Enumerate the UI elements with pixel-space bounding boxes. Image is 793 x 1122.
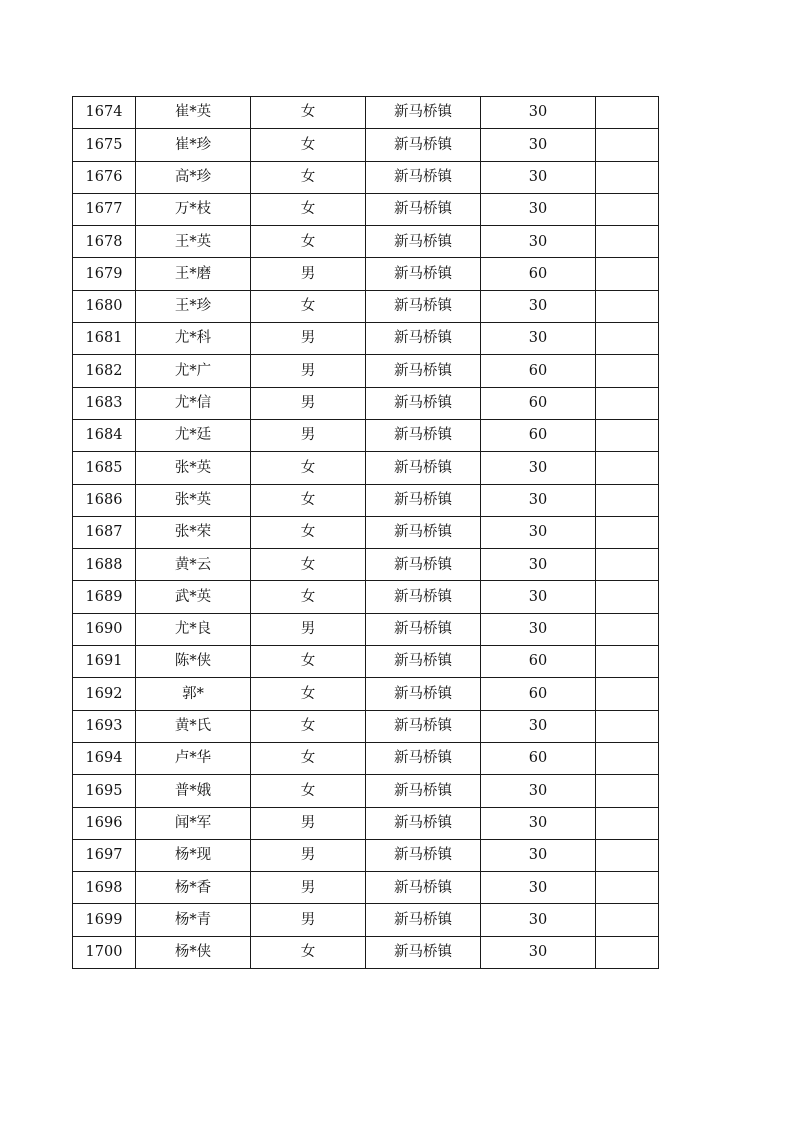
- gender-cell: 女: [251, 484, 366, 516]
- town-cell: 新马桥镇: [366, 549, 481, 581]
- amount-cell: 60: [481, 646, 596, 678]
- name-cell: 陈*侠: [136, 646, 251, 678]
- table-row: [73, 516, 659, 548]
- subsidy-roster-table: [72, 96, 659, 969]
- town-cell: 新马桥镇: [366, 387, 481, 419]
- row-number-cell: 1698: [73, 872, 136, 904]
- row-number-cell: 1674: [73, 97, 136, 129]
- amount-cell: 60: [481, 258, 596, 290]
- name-cell: 张*荣: [136, 516, 251, 548]
- row-number-cell: 1695: [73, 775, 136, 807]
- gender-cell: 男: [251, 419, 366, 451]
- town-cell: 新马桥镇: [366, 129, 481, 161]
- amount-cell: 60: [481, 742, 596, 774]
- gender-cell: 女: [251, 581, 366, 613]
- gender-cell: 女: [251, 678, 366, 710]
- gender-cell: 女: [251, 161, 366, 193]
- table-row: [73, 678, 659, 710]
- note-cell: [596, 839, 659, 871]
- row-number-cell: 1690: [73, 613, 136, 645]
- note-cell: [596, 516, 659, 548]
- town-cell: 新马桥镇: [366, 936, 481, 968]
- amount-cell: 30: [481, 323, 596, 355]
- name-cell: 尤*广: [136, 355, 251, 387]
- gender-cell: 男: [251, 258, 366, 290]
- town-cell: 新马桥镇: [366, 355, 481, 387]
- table-row: [73, 742, 659, 774]
- note-cell: [596, 678, 659, 710]
- gender-cell: 女: [251, 742, 366, 774]
- amount-cell: 30: [481, 904, 596, 936]
- amount-cell: 30: [481, 193, 596, 225]
- note-cell: [596, 258, 659, 290]
- name-cell: 普*娥: [136, 775, 251, 807]
- gender-cell: 女: [251, 290, 366, 322]
- table-row: [73, 839, 659, 871]
- amount-cell: 30: [481, 549, 596, 581]
- row-number-cell: 1693: [73, 710, 136, 742]
- town-cell: 新马桥镇: [366, 226, 481, 258]
- amount-cell: 30: [481, 613, 596, 645]
- town-cell: 新马桥镇: [366, 807, 481, 839]
- note-cell: [596, 775, 659, 807]
- name-cell: 黄*氏: [136, 710, 251, 742]
- name-cell: 王*珍: [136, 290, 251, 322]
- town-cell: 新马桥镇: [366, 646, 481, 678]
- town-cell: 新马桥镇: [366, 678, 481, 710]
- gender-cell: 男: [251, 807, 366, 839]
- note-cell: [596, 226, 659, 258]
- town-cell: 新马桥镇: [366, 775, 481, 807]
- town-cell: 新马桥镇: [366, 323, 481, 355]
- amount-cell: 30: [481, 452, 596, 484]
- note-cell: [596, 936, 659, 968]
- name-cell: 杨*香: [136, 872, 251, 904]
- table-row: [73, 872, 659, 904]
- amount-cell: 60: [481, 419, 596, 451]
- gender-cell: 男: [251, 839, 366, 871]
- note-cell: [596, 452, 659, 484]
- row-number-cell: 1688: [73, 549, 136, 581]
- amount-cell: 30: [481, 872, 596, 904]
- row-number-cell: 1675: [73, 129, 136, 161]
- name-cell: 万*枝: [136, 193, 251, 225]
- row-number-cell: 1689: [73, 581, 136, 613]
- table-row: [73, 97, 659, 129]
- note-cell: [596, 872, 659, 904]
- note-cell: [596, 323, 659, 355]
- amount-cell: 30: [481, 581, 596, 613]
- note-cell: [596, 742, 659, 774]
- gender-cell: 女: [251, 226, 366, 258]
- town-cell: 新马桥镇: [366, 742, 481, 774]
- note-cell: [596, 387, 659, 419]
- name-cell: 黄*云: [136, 549, 251, 581]
- table-row: [73, 710, 659, 742]
- amount-cell: 30: [481, 807, 596, 839]
- name-cell: 杨*青: [136, 904, 251, 936]
- amount-cell: 30: [481, 290, 596, 322]
- gender-cell: 男: [251, 872, 366, 904]
- name-cell: 闻*军: [136, 807, 251, 839]
- amount-cell: 60: [481, 678, 596, 710]
- note-cell: [596, 646, 659, 678]
- table-row: [73, 129, 659, 161]
- row-number-cell: 1696: [73, 807, 136, 839]
- town-cell: 新马桥镇: [366, 258, 481, 290]
- town-cell: 新马桥镇: [366, 419, 481, 451]
- gender-cell: 女: [251, 710, 366, 742]
- row-number-cell: 1692: [73, 678, 136, 710]
- note-cell: [596, 710, 659, 742]
- note-cell: [596, 290, 659, 322]
- gender-cell: 女: [251, 129, 366, 161]
- table-row: [73, 161, 659, 193]
- amount-cell: 30: [481, 775, 596, 807]
- name-cell: 尤*信: [136, 387, 251, 419]
- table-row: [73, 258, 659, 290]
- row-number-cell: 1687: [73, 516, 136, 548]
- row-number-cell: 1681: [73, 323, 136, 355]
- note-cell: [596, 419, 659, 451]
- name-cell: 张*英: [136, 452, 251, 484]
- table-row: [73, 646, 659, 678]
- amount-cell: 30: [481, 839, 596, 871]
- table-row: [73, 290, 659, 322]
- gender-cell: 男: [251, 904, 366, 936]
- town-cell: 新马桥镇: [366, 484, 481, 516]
- town-cell: 新马桥镇: [366, 904, 481, 936]
- row-number-cell: 1680: [73, 290, 136, 322]
- amount-cell: 30: [481, 710, 596, 742]
- gender-cell: 女: [251, 97, 366, 129]
- table-row: [73, 355, 659, 387]
- table-row: [73, 549, 659, 581]
- gender-cell: 男: [251, 613, 366, 645]
- row-number-cell: 1678: [73, 226, 136, 258]
- row-number-cell: 1682: [73, 355, 136, 387]
- name-cell: 武*英: [136, 581, 251, 613]
- name-cell: 尤*良: [136, 613, 251, 645]
- town-cell: 新马桥镇: [366, 97, 481, 129]
- amount-cell: 60: [481, 387, 596, 419]
- gender-cell: 女: [251, 646, 366, 678]
- table-row: [73, 193, 659, 225]
- name-cell: 崔*珍: [136, 129, 251, 161]
- gender-cell: 女: [251, 549, 366, 581]
- town-cell: 新马桥镇: [366, 161, 481, 193]
- table-row: [73, 226, 659, 258]
- amount-cell: 60: [481, 355, 596, 387]
- gender-cell: 女: [251, 516, 366, 548]
- name-cell: 张*英: [136, 484, 251, 516]
- row-number-cell: 1686: [73, 484, 136, 516]
- row-number-cell: 1684: [73, 419, 136, 451]
- gender-cell: 男: [251, 387, 366, 419]
- town-cell: 新马桥镇: [366, 710, 481, 742]
- note-cell: [596, 97, 659, 129]
- roster-body: [73, 97, 659, 969]
- table-row: [73, 581, 659, 613]
- gender-cell: 女: [251, 775, 366, 807]
- note-cell: [596, 129, 659, 161]
- name-cell: 高*珍: [136, 161, 251, 193]
- amount-cell: 30: [481, 936, 596, 968]
- row-number-cell: 1697: [73, 839, 136, 871]
- row-number-cell: 1699: [73, 904, 136, 936]
- row-number-cell: 1683: [73, 387, 136, 419]
- name-cell: 杨*侠: [136, 936, 251, 968]
- name-cell: 卢*华: [136, 742, 251, 774]
- row-number-cell: 1676: [73, 161, 136, 193]
- table-row: [73, 807, 659, 839]
- town-cell: 新马桥镇: [366, 452, 481, 484]
- note-cell: [596, 193, 659, 225]
- table-row: [73, 323, 659, 355]
- row-number-cell: 1685: [73, 452, 136, 484]
- name-cell: 郭*: [136, 678, 251, 710]
- town-cell: 新马桥镇: [366, 839, 481, 871]
- row-number-cell: 1694: [73, 742, 136, 774]
- gender-cell: 男: [251, 323, 366, 355]
- name-cell: 尤*科: [136, 323, 251, 355]
- note-cell: [596, 581, 659, 613]
- note-cell: [596, 613, 659, 645]
- amount-cell: 30: [481, 516, 596, 548]
- gender-cell: 女: [251, 193, 366, 225]
- amount-cell: 30: [481, 129, 596, 161]
- town-cell: 新马桥镇: [366, 290, 481, 322]
- row-number-cell: 1691: [73, 646, 136, 678]
- town-cell: 新马桥镇: [366, 193, 481, 225]
- name-cell: 王*英: [136, 226, 251, 258]
- table-row: [73, 452, 659, 484]
- table-row: [73, 419, 659, 451]
- gender-cell: 男: [251, 355, 366, 387]
- town-cell: 新马桥镇: [366, 613, 481, 645]
- name-cell: 杨*现: [136, 839, 251, 871]
- town-cell: 新马桥镇: [366, 872, 481, 904]
- row-number-cell: 1677: [73, 193, 136, 225]
- amount-cell: 30: [481, 484, 596, 516]
- table-row: [73, 775, 659, 807]
- row-number-cell: 1679: [73, 258, 136, 290]
- name-cell: 崔*英: [136, 97, 251, 129]
- note-cell: [596, 161, 659, 193]
- table-row: [73, 613, 659, 645]
- town-cell: 新马桥镇: [366, 581, 481, 613]
- note-cell: [596, 549, 659, 581]
- gender-cell: 女: [251, 936, 366, 968]
- table-row: [73, 904, 659, 936]
- note-cell: [596, 484, 659, 516]
- town-cell: 新马桥镇: [366, 516, 481, 548]
- row-number-cell: 1700: [73, 936, 136, 968]
- amount-cell: 30: [481, 97, 596, 129]
- table-row: [73, 484, 659, 516]
- name-cell: 尤*廷: [136, 419, 251, 451]
- note-cell: [596, 355, 659, 387]
- note-cell: [596, 807, 659, 839]
- gender-cell: 女: [251, 452, 366, 484]
- amount-cell: 30: [481, 226, 596, 258]
- note-cell: [596, 904, 659, 936]
- table-row: [73, 936, 659, 968]
- table-row: [73, 387, 659, 419]
- amount-cell: 30: [481, 161, 596, 193]
- name-cell: 王*磨: [136, 258, 251, 290]
